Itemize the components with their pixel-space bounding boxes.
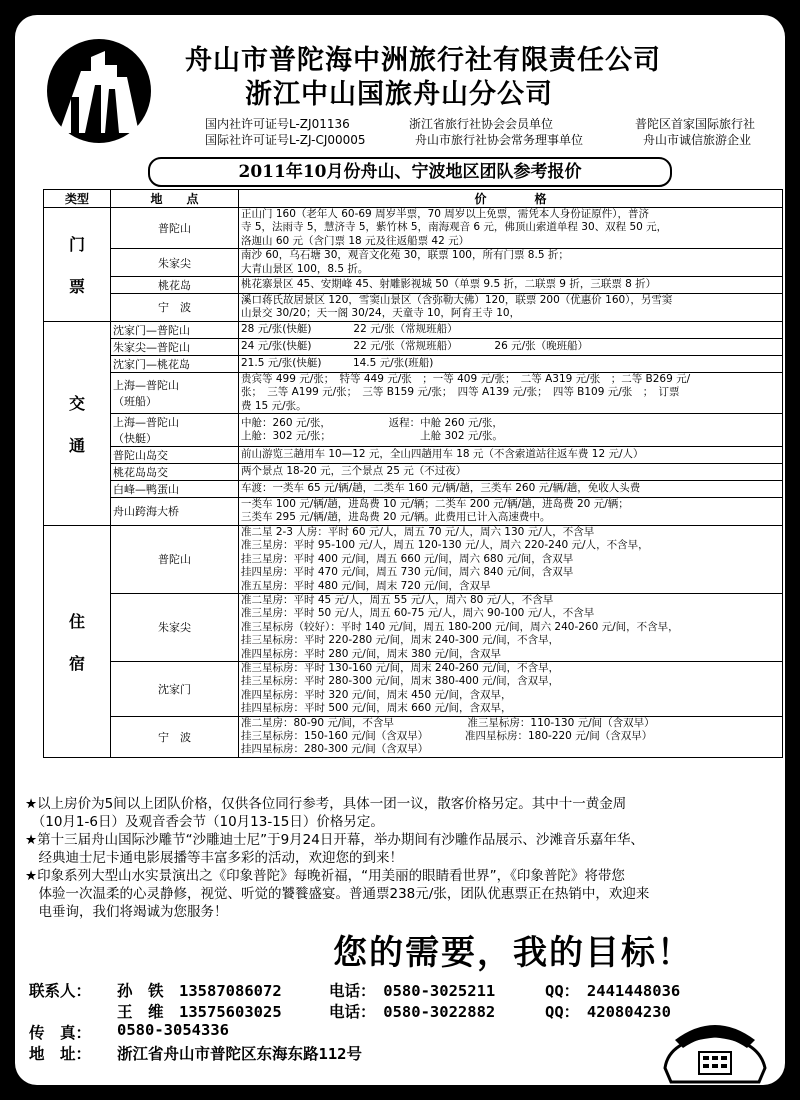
price-line: 挂三星房：平时 400 元/间，周五 660 元/间，周六 680 元/间，含双早 [241, 552, 574, 565]
price-cell [239, 661, 783, 716]
transport-row [44, 414, 783, 447]
transport-row [44, 372, 783, 413]
price-cell [239, 447, 783, 464]
transport-row [44, 321, 783, 338]
price-cell [239, 277, 783, 294]
note-line: ★第十三届舟山国际沙雕节“沙雕迪士尼”于9月24日开幕，举办期间有沙雕作品展示、沙滩音乐嘉年华、 [25, 832, 644, 848]
price-line: 上舱：302 元/张； 上舱 302 元/张。 [241, 430, 503, 443]
company-name: 舟山市普陀海中洲旅行社有限责任公司 [185, 45, 661, 76]
note-line: ★印象系列大型山水实景演出之《印象普陀》每晚祈福，“用美丽的眼睛看世界”，《印象普陀》将带您 [25, 868, 625, 884]
honor-2: 舟山市诚信旅游企业 [643, 133, 752, 147]
location-cell: 朱家尖 [111, 249, 239, 277]
price-line: 一类车 100 元/辆/趟，进岛费 10 元/辆；二类车 200 元/辆/趟，进岛费 20 元/辆； [241, 498, 629, 511]
transport-row [44, 355, 783, 372]
contact-tel-2: 电话： 0580-3022882 [329, 1003, 496, 1021]
member-2: 舟山市旅行社协会常务理事单位 [415, 133, 584, 147]
location-cell: 白峰—鸭蛋山 [111, 481, 239, 498]
company-logo [45, 37, 153, 145]
price-line: 挂三星标房：平时 220-280 元/间，周末 240-300 元/间，不含早， [241, 634, 560, 647]
price-line: 溪口蒋氏故居景区 120，雪窦山景区（含弥勒大佛）120，联票 200（优惠价 160），另雪窦 [241, 294, 673, 307]
price-line: 准四星标房：平时 280 元/间，周末 380 元/间，含双早 [241, 647, 502, 660]
price-line: 张； 三等 A199 元/张； 三等 B159 元/张； 四等 A139 元/张； 四等 B109 元/张 ； 订票 [241, 386, 680, 399]
lodging-row [44, 716, 783, 757]
location-cell: 朱家尖 [111, 593, 239, 661]
price-line: 洛迦山 60 元（含门票 18 元及往返船票 42 元） [241, 234, 470, 247]
category-transport: 交 通 [44, 321, 111, 525]
note-line: ★以上房价为5间以上团队价格，仅供各位同行参考，具体一团一议，散客价格另定。其中十一黄金周 [25, 796, 627, 812]
license-international: 国际社许可证号L-ZJ-CJ00005 [205, 133, 366, 147]
price-cell [239, 372, 783, 413]
slogan: 您的需要，我的目标！ [333, 933, 693, 973]
price-line: 准四星标房：平时 320 元/间，周末 450 元/间，含双早， [241, 688, 512, 701]
price-cell [239, 593, 783, 661]
price-line: 挂四星标房：平时 500 元/间，周末 660 元/间，含双早， [241, 702, 512, 715]
price-line: 准二星 2-3 人房：平时 60 元/人，周五 70 元/人，周六 130 元/人，不含早 [241, 525, 595, 538]
transport-row [44, 498, 783, 526]
flyer-page [15, 15, 785, 1085]
price-line: 挂三星标房：150-160 元/间（含双早） 准四星标房：180-220 元/间（含双早） [241, 729, 653, 742]
notes-section [25, 795, 780, 921]
price-line: 三类车 295 元/辆/趟，进岛费 20 元/辆。此费用已计入高速费中。 [241, 511, 551, 524]
price-line: 挂四星标房：280-300 元/间（含双早） [241, 743, 429, 756]
location-cell: 沈家门—桃花岛 [111, 355, 239, 372]
location-cell: 沈家门—普陀山 [111, 321, 239, 338]
price-cell [239, 464, 783, 481]
price-cell [239, 525, 783, 593]
ticket-row [44, 249, 783, 277]
note-line: 体验一次温柔的心灵静修，视觉、听觉的饕餮盛宴。普通票238元/张，团队优惠票正在热销中，欢迎来 [25, 886, 650, 902]
header-type: 类型 [44, 190, 111, 208]
price-line: 准三星房：平时 50 元/人，周五 60-75 元/人，周六 90-100 元/人，不含早 [241, 607, 595, 620]
lodging-row [44, 593, 783, 661]
fax-number: 0580-3054336 [117, 1021, 229, 1039]
price-line: 两个景点 18-20 元，三个景点 25 元（不过夜） [241, 465, 467, 478]
transport-row [44, 481, 783, 498]
header-location: 地 点 [111, 190, 239, 208]
price-cell [239, 208, 783, 249]
ticket-row [44, 277, 783, 294]
price-line: 桃花寨景区 45、安期峰 45、射雕影视城 50（单票 9.5 折，二联票 9 折，三联票 8 折） [241, 278, 657, 291]
price-line: 准五星房：平时 480 元/间，周末 720 元/间，含双早 [241, 579, 491, 592]
transport-row [44, 464, 783, 481]
price-cell [239, 481, 783, 498]
location-cell: 普陀山岛交 [111, 447, 239, 464]
price-line: 挂四星房：平时 470 元/间，周五 730 元/间，周六 840 元/间，含双早 [241, 566, 574, 579]
address-label: 地 址： [29, 1045, 92, 1063]
member-1: 浙江省旅行社协会会员单位 [409, 117, 554, 131]
rate-table [43, 189, 783, 758]
contact-label: 联系人： [29, 982, 92, 1000]
telephone-icon [655, 1010, 775, 1085]
location-cell: 上海—普陀山 （班船） [111, 372, 239, 413]
fax-label: 传 真： [29, 1024, 92, 1042]
note-line: （10月1-6日）及观音香会节（10月13-15日）价格另定。 [25, 814, 384, 830]
contact-person-2: 王 维 13575603025 [117, 1003, 282, 1021]
price-line: 费 15 元/张。 [241, 399, 307, 412]
price-line: 28 元/张(快艇) 22 元/张（常规班船） [241, 323, 458, 336]
location-cell: 朱家尖—普陀山 [111, 338, 239, 355]
location-cell: 桃花岛 [111, 277, 239, 294]
price-cell [239, 716, 783, 757]
price-line: 前山游览三趟用车 10—12 元，全山四趟用车 18 元（不含索道站往返车费 12 元/人） [241, 448, 644, 461]
price-cell [239, 338, 783, 355]
ticket-row [44, 294, 783, 322]
price-cell [239, 414, 783, 447]
price-line: 车渡：一类车 65 元/辆/趟，二类车 160 元/辆/趟，三类车 260 元/辆/趟，免收人头费 [241, 482, 641, 495]
price-cell [239, 498, 783, 526]
location-cell: 普陀山 [111, 525, 239, 593]
location-cell: 宁 波 [111, 716, 239, 757]
price-cell [239, 249, 783, 277]
price-line: 准三星标房：平时 130-160 元/间，周末 240-260 元/间，不含早， [241, 661, 560, 674]
location-cell: 宁 波 [111, 294, 239, 322]
location-cell: 普陀山 [111, 208, 239, 249]
price-line: 贵宾等 499 元/张； 特等 449 元/张 ；一等 409 元/张； 二等 A319 元/张 ；二等 B269 元/ [241, 372, 691, 385]
contact-qq-2: QQ： 420804230 [545, 1003, 671, 1021]
price-line: 大青山景区 100，8.5 折。 [241, 262, 369, 275]
location-cell: 舟山跨海大桥 [111, 498, 239, 526]
license-domestic: 国内社许可证号L-ZJ01136 [205, 117, 350, 131]
price-line: 中舱：260 元/张， 返程：中舱 260 元/张， [241, 416, 503, 429]
table-header-row [44, 190, 783, 208]
note-line: 电垂询，我们将竭诚为您服务！ [25, 904, 228, 920]
price-cell [239, 321, 783, 338]
transport-row [44, 338, 783, 355]
contact-person-1: 孙 铁 13587086072 [117, 982, 282, 1000]
contact-qq-1: QQ： 2441448036 [545, 982, 681, 1000]
price-line: 准三星标房（较好）：平时 140 元/间，周五 180-200 元/间，周六 240-260 元/间，不含早， [241, 620, 679, 633]
transport-row [44, 447, 783, 464]
price-line: 寺 5，法雨寺 5，慧济寺 5，紫竹林 5，南海观音 6 元，佛顶山索道单程 30、双程 50 元， [241, 221, 668, 234]
note-line: 经典迪士尼卡通电影展播等丰富多彩的活动，欢迎您的到来！ [25, 850, 403, 866]
price-line: 准三星房：平时 95-100 元/人，周五 120-130 元/人，周六 220-240 元/人，不含早， [241, 539, 649, 552]
address-text: 浙江省舟山市普陀区东海东路112号 [117, 1045, 362, 1063]
category-lodging: 住 宿 [44, 525, 111, 757]
location-cell: 沈家门 [111, 661, 239, 716]
location-cell: 上海—普陀山 （快艇） [111, 414, 239, 447]
category-tickets: 门 票 [44, 208, 111, 322]
price-cell [239, 294, 783, 322]
price-line: 挂三星标房：平时 280-300 元/间，周末 380-400 元/间，含双早， [241, 675, 560, 688]
price-list-title: 2011年10月份舟山、宁波地区团队参考报价 [148, 157, 672, 187]
price-line: 山景交 30/20；天一阁 30/24，天童寺 10，阿育王寺 10， [241, 307, 521, 320]
price-line: 准二星房：平时 45 元/人，周五 55 元/人，周六 80 元/人，不含早 [241, 593, 554, 606]
location-cell: 桃花岛岛交 [111, 464, 239, 481]
price-cell [239, 355, 783, 372]
contact-tel-1: 电话： 0580-3025211 [329, 982, 496, 1000]
price-line: 21.5 元/张(快艇) 14.5 元/张(班船) [241, 357, 434, 370]
price-line: 24 元/张(快艇) 22 元/张（常规班船） 26 元/张（晚班船） [241, 340, 589, 353]
price-line: 准二星房：80-90 元/间，不含早 准三星标房：110-130 元/间（含双早） [241, 716, 655, 729]
ticket-row [44, 208, 783, 249]
lodging-row [44, 661, 783, 716]
lodging-row [44, 525, 783, 593]
price-line: 南沙 60，乌石塘 30，观音文化苑 30，联票 100，所有门票 8.5 折； [241, 249, 569, 262]
price-line: 正山门 160（老年人 60-69 周岁半票，70 周岁以上免票，需凭本人身份证原件），普济 [241, 208, 650, 220]
header-price: 价 格 [239, 190, 783, 208]
branch-name: 浙江中山国旅舟山分公司 [245, 79, 553, 110]
honor-1: 普陀区首家国际旅行社 [635, 117, 756, 131]
